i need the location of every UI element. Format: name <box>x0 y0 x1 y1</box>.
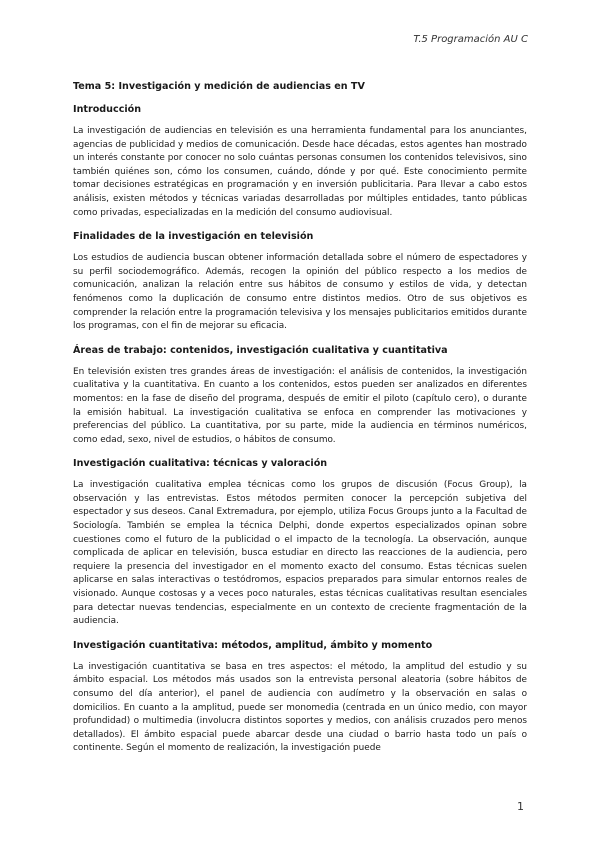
page-header: T.5 Programación AU C <box>413 34 528 45</box>
section-heading-areas: Áreas de trabajo: contenidos, investigación cualitativa y cuantitativa <box>73 344 448 356</box>
section-heading-cualitativa: Investigación cualitativa: técnicas y valoración <box>73 458 328 470</box>
section-heading-cuantitativa: Investigación cuantitativa: métodos, amplitud, ámbito y momento <box>73 639 433 651</box>
section-text-introduccion: La investigación de audiencias en televisión es una herramienta fundamental para los anunciantes, agencias de publicidad y medios de comunicación. Desde hace décadas, estos agentes han mostrado un interés constante por conocer no solo cuántas personas consumen los contenidos televisivos, sino también quiénes son, cómo los consumen, cuándo, dónde y por qué. Este conocimiento permite tomar decisiones estratégicas en programación y en inversión publicitaria. Para llevar a cabo estos análisis, existen métodos y técnicas variadas desarrolladas por múltiples entidades, tanto públicas como privadas, especializadas en la medición del consumo audiovisual. <box>73 126 527 218</box>
section-text-finalidades: Los estudios de audiencia buscan obtener información detallada sobre el número de espectadores y su perfil sociodemográfico. Además, recogen la opinión del público respecto a los medios de comunicación, analizan la relación entre sus hábitos de consumo y estilos de vida, y detectan fenómenos como la duplicación de consumo entre distintos medios. Otro de sus objetivos es comprender la relación entre la programación televisiva y los mensajes publicitarios emitidos durante los programas, con el fin de mejorar su eficacia. <box>73 253 527 332</box>
section-text-areas: En televisión existen tres grandes áreas de investigación: el análisis de contenidos, la investigación cualitativa y la cuantitativa. En cuanto a los contenidos, estos pueden ser analizados en diferentes momentos: en la fase de diseño del programa, después de emitir el piloto (capítulo cero), o durante la emisión habitual. La investigación cualitativa se enfoca en comprender las motivaciones y preferencias del público. La cuantitativa, por su parte, mide la audiencia en términos numéricos, como edad, sexo, nivel de estudios, o hábitos de consumo. <box>73 366 527 445</box>
section-heading-introduccion: Introducción <box>73 104 142 115</box>
section-heading-finalidades: Finalidades de la investigación en televisión <box>73 231 314 243</box>
document-title: Tema 5: Investigación y medición de audiencias en TV <box>73 81 365 92</box>
section-text-cualitativa: La investigación cualitativa emplea técnicas como los grupos de discusión (Focus Group), la observación y las entrevistas. Estos métodos permiten conocer la percepción subjetiva del espectador y sus deseos. Canal Extremadura, por ejemplo, utiliza Focus Groups junto a la Facultad de Sociología. También se emplea la técnica Delphi, donde expertos especializados opinan sobre cuestiones como el futuro de la publicidad o el impacto de la tecnología. La observación, aunque complicada de aplicar en televisión, busca estudiar en directo las reacciones de la audiencia, pero requiere la presencia del investigador en el momento exacto del consumo. Estas técnicas suelen aplicarse en salas interactivas o testódromos, espacios preparados para simular entornos reales de visionado. Aunque costosas y a veces poco naturales, estas técnicas cualitativas resultan esenciales para detectar nuevas tendencias, especialmente en un contexto de creciente fragmentación de la audiencia. <box>73 480 527 627</box>
document-body <box>73 80 527 766</box>
page-number: 1 <box>517 800 524 813</box>
section-text-cuantitativa: La investigación cuantitativa se basa en tres aspectos: el método, la amplitud del estudio y su ámbito espacial. Los métodos más usados son la entrevista personal aleatoria (sobre hábitos de consumo del día anterior), el panel de audiencia con audímetro y la observación en salas o domicilios. En cuanto a la amplitud, puede ser monomedia (centrada en un único medio, con mayor profundidad) o multimedia (involucra distintos soportes y medios, con análisis cruzados pero menos detallados). El ámbito espacial puede abarcar desde una ciudad o barrio hasta todo un país o continente. Según el momento de realización, la investigación puede <box>73 661 527 754</box>
